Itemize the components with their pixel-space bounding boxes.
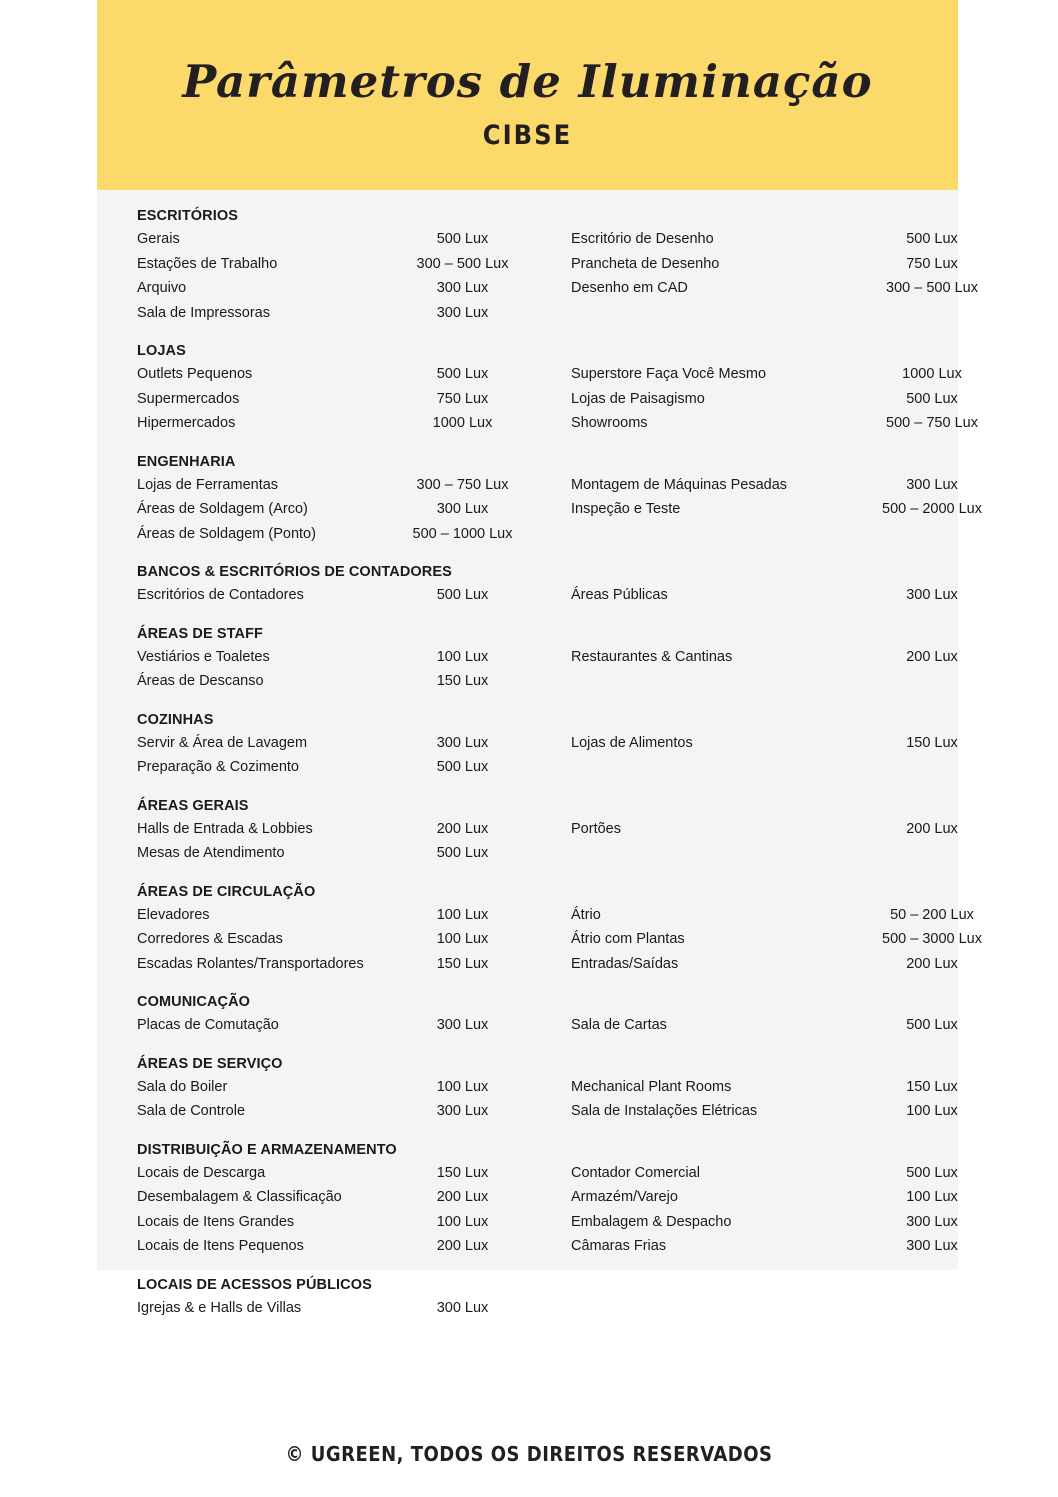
row-column-right (571, 366, 996, 382)
row-value: 150 Lux (436, 955, 489, 972)
row-column-left (137, 1189, 530, 1205)
row-label: Átrio com Plantas (571, 931, 685, 947)
table-row (137, 390, 958, 416)
row-column-left (137, 735, 530, 751)
row-column-right (571, 1017, 996, 1033)
section-title: LOCAIS DE ACESSOS PÚBLICOS (137, 1276, 372, 1293)
row-column-left (137, 845, 530, 861)
row-value: 100 Lux (436, 1078, 489, 1095)
section-title: LOJAS (137, 343, 186, 359)
row-column-right (571, 501, 996, 517)
row-value: 500 Lux (436, 759, 489, 775)
table-section (137, 1055, 958, 1128)
row-label: Áreas de Soldagem (Ponto) (137, 525, 316, 542)
row-label: Placas de Comutação (137, 1017, 279, 1033)
row-value: 300 Lux (436, 1299, 489, 1316)
row-column-left (137, 501, 530, 517)
row-value: 50 – 200 Lux (890, 906, 974, 923)
row-label: Escritório de Desenho (571, 231, 714, 247)
row-value: 300 Lux (436, 1103, 489, 1119)
row-value: 750 Lux (906, 255, 958, 272)
row-label: Hipermercados (137, 415, 236, 431)
row-label: Átrio (571, 906, 601, 923)
row-label: Igrejas & e Halls de Villas (137, 1299, 302, 1316)
row-value: 300 Lux (436, 501, 489, 517)
row-label: Lojas de Ferramentas (137, 476, 279, 493)
row-value: 500 Lux (906, 1017, 958, 1033)
row-value: 300 Lux (906, 1238, 958, 1254)
row-label: Entradas/Saídas (571, 955, 679, 972)
row-value: 300 Lux (906, 1213, 958, 1230)
table-row (137, 845, 918, 870)
row-column-right (571, 1214, 996, 1230)
row-value: 100 Lux (436, 931, 489, 947)
row-column-left (137, 391, 530, 407)
section-rows (137, 476, 982, 551)
row-column-left (137, 1214, 530, 1230)
table-section (137, 625, 958, 698)
table-row (137, 648, 958, 674)
section-rows (137, 366, 978, 440)
row-label: Restaurantes & Cantinas (571, 648, 733, 665)
row-column-left (137, 956, 530, 972)
row-column-right (571, 1103, 996, 1119)
table-section (137, 1141, 958, 1263)
parameters-table (97, 190, 982, 1316)
row-column-right (571, 256, 996, 272)
row-label: Locais de Descarga (137, 1164, 266, 1181)
row-value: 300 Lux (436, 734, 489, 751)
row-value: 1000 Lux (902, 366, 962, 382)
section-title: DISTRIBUIÇÃO E ARMAZENAMENTO (137, 1141, 397, 1158)
row-value: 500 – 750 Lux (886, 415, 978, 431)
row-label: Outlets Pequenos (137, 366, 253, 382)
row-label: Contador Comercial (571, 1164, 700, 1181)
row-label: Áreas de Soldagem (Arco) (137, 501, 308, 517)
row-column-right (571, 649, 996, 665)
row-column-left (137, 415, 530, 431)
row-label: Sala de Cartas (571, 1017, 667, 1033)
row-value: 200 Lux (906, 955, 958, 972)
section-rows (137, 734, 958, 784)
row-label: Portões (571, 820, 621, 837)
row-value: 200 Lux (436, 820, 489, 837)
row-value: 200 Lux (906, 820, 958, 837)
row-label: Lojas de Paisagismo (571, 390, 705, 407)
row-label: Preparação & Cozimento (137, 759, 299, 775)
row-label: Elevadores (137, 906, 210, 923)
row-label: Inspeção e Teste (571, 501, 681, 517)
row-column-left (137, 305, 530, 321)
row-label: Embalagem & Despacho (571, 1213, 732, 1230)
row-column-right (571, 391, 996, 407)
section-title: COMUNICAÇÃO (137, 994, 251, 1010)
table-row (137, 1238, 958, 1263)
table-section (137, 564, 958, 612)
row-label: Superstore Faça Você Mesmo (571, 366, 767, 382)
section-title: ÁREAS GERAIS (137, 797, 249, 814)
row-value: 500 Lux (906, 231, 958, 247)
row-value: 500 – 3000 Lux (882, 931, 982, 947)
row-column-right (571, 1079, 996, 1095)
row-label: Vestiários e Toaletes (137, 648, 270, 665)
row-column-right (571, 735, 996, 751)
row-value: 500 Lux (436, 231, 489, 247)
row-value: 100 Lux (436, 648, 489, 665)
row-column-right (571, 587, 996, 603)
row-value: 300 Lux (906, 476, 958, 493)
table-section (137, 1277, 918, 1325)
row-column-left (137, 649, 530, 665)
row-column-left (137, 256, 530, 272)
row-label: Sala do Boiler (137, 1078, 228, 1095)
row-column-right (571, 1165, 996, 1181)
table-row (137, 366, 962, 391)
row-value: 150 Lux (436, 1164, 489, 1181)
row-value: 300 Lux (436, 280, 489, 296)
row-value: 300 – 750 Lux (416, 476, 509, 493)
row-column-right (571, 956, 996, 972)
row-column-left (137, 1103, 530, 1119)
row-column-left (137, 1017, 530, 1033)
row-value: 500 Lux (906, 390, 958, 407)
section-rows (137, 906, 982, 981)
section-rows (137, 587, 958, 612)
row-column-left (137, 477, 530, 493)
section-rows (137, 1017, 958, 1042)
table-row (137, 231, 958, 256)
row-value: 500 – 2000 Lux (882, 501, 982, 517)
row-value: 100 Lux (436, 1213, 489, 1230)
table-row (137, 906, 974, 932)
row-value: 150 Lux (906, 1078, 958, 1095)
section-title: ENGENHARIA (137, 453, 236, 470)
row-value: 500 Lux (906, 1164, 958, 1181)
table-row (137, 1164, 958, 1190)
row-column-left (137, 526, 530, 542)
row-column-left (137, 1079, 530, 1095)
table-section (137, 994, 958, 1042)
row-column-right (571, 280, 996, 296)
table-row (137, 673, 918, 698)
row-value: 300 Lux (436, 304, 489, 321)
table-section (137, 883, 982, 981)
row-label: Lojas de Alimentos (571, 734, 693, 751)
row-value: 300 – 500 Lux (416, 255, 509, 272)
row-value: 1000 Lux (432, 415, 493, 431)
row-label: Gerais (137, 231, 180, 247)
section-title: ESCRITÓRIOS (137, 208, 238, 224)
table-row (137, 734, 958, 760)
table-row (137, 1213, 958, 1239)
row-value: 200 Lux (906, 648, 958, 665)
page-title: Parâmetros de Iluminação (182, 54, 873, 108)
row-column-left (137, 231, 530, 247)
row-label: Estações de Trabalho (137, 255, 278, 272)
row-label: Desembalagem & Classificação (137, 1189, 342, 1205)
row-label: Showrooms (571, 415, 648, 431)
copyright-text: © UGREEN, TODOS OS DIREITOS RESERVADOS (285, 1442, 773, 1466)
table-section (137, 711, 958, 784)
row-label: Mesas de Atendimento (137, 845, 285, 861)
row-column-left (137, 759, 530, 775)
table-row (137, 1300, 918, 1325)
row-column-right (571, 477, 996, 493)
row-column-left (137, 280, 530, 296)
row-label: Sala de Controle (137, 1103, 246, 1119)
row-label: Locais de Itens Grandes (137, 1213, 295, 1230)
row-label: Montagem de Máquinas Pesadas (571, 476, 788, 493)
row-value: 100 Lux (906, 1189, 958, 1205)
row-column-left (137, 1300, 530, 1316)
row-value: 200 Lux (436, 1238, 489, 1254)
row-label: Corredores & Escadas (137, 931, 283, 947)
row-column-left (137, 1165, 530, 1181)
table-row (137, 255, 958, 281)
row-label: Desenho em CAD (571, 280, 688, 296)
row-value: 300 Lux (906, 587, 958, 603)
section-title: BANCOS & ESCRITÓRIOS DE CONTADORES (137, 564, 452, 580)
section-rows (137, 1300, 918, 1325)
row-value: 200 Lux (436, 1189, 489, 1205)
row-label: Escadas Rolantes/Transportadores (137, 955, 364, 972)
table-row (137, 1103, 958, 1128)
section-rows (137, 648, 958, 698)
row-label: Servir & Área de Lavagem (137, 734, 308, 751)
row-label: Armazém/Varejo (571, 1189, 678, 1205)
row-column-right (571, 931, 996, 947)
table-row (137, 526, 918, 551)
row-column-left (137, 907, 530, 923)
table-section (137, 797, 958, 870)
row-value: 100 Lux (436, 906, 489, 923)
row-column-left (137, 587, 530, 603)
section-title: ÁREAS DE SERVIÇO (137, 1055, 283, 1072)
section-title: ÁREAS DE STAFF (137, 625, 263, 642)
row-label: Áreas Públicas (571, 587, 668, 603)
row-column-left (137, 931, 530, 947)
row-label: Prancheta de Desenho (571, 255, 720, 272)
table-section (137, 208, 978, 329)
row-value: 500 Lux (436, 845, 489, 861)
row-label: Halls de Entrada & Lobbies (137, 820, 313, 837)
row-label: Mechanical Plant Rooms (571, 1078, 732, 1095)
section-rows (137, 820, 958, 870)
row-column-right (571, 821, 996, 837)
section-rows (137, 1164, 958, 1263)
row-label: Locais de Itens Pequenos (137, 1238, 304, 1254)
section-rows (137, 1078, 958, 1128)
document-header (97, 0, 958, 190)
row-label: Escritórios de Contadores (137, 587, 304, 603)
row-label: Sala de Instalações Elétricas (571, 1103, 758, 1119)
table-row (137, 1017, 958, 1042)
row-value: 300 – 500 Lux (886, 280, 978, 296)
row-column-left (137, 821, 530, 837)
row-column-right (571, 231, 996, 247)
table-row (137, 476, 958, 502)
table-row (137, 587, 958, 612)
row-label: Áreas de Descanso (137, 673, 264, 689)
row-value: 500 – 1000 Lux (412, 525, 513, 542)
table-row (137, 280, 978, 305)
row-column-right (571, 907, 996, 923)
row-value: 750 Lux (436, 390, 489, 407)
row-value: 500 Lux (436, 366, 489, 382)
table-row (137, 759, 918, 784)
table-section (137, 343, 978, 440)
row-column-left (137, 1238, 530, 1254)
table-section (137, 453, 982, 551)
row-value: 300 Lux (436, 1017, 489, 1033)
table-row (137, 305, 918, 330)
table-row (137, 931, 982, 956)
row-value: 100 Lux (906, 1103, 958, 1119)
row-column-right (571, 415, 996, 431)
row-column-right (571, 1238, 996, 1254)
table-row (137, 501, 982, 526)
row-column-right (571, 1189, 996, 1205)
row-label: Supermercados (137, 390, 240, 407)
table-row (137, 955, 958, 981)
section-title: ÁREAS DE CIRCULAÇÃO (137, 883, 316, 900)
row-column-left (137, 673, 530, 689)
row-value: 500 Lux (436, 587, 489, 603)
page-subtitle: CIBSE (482, 120, 573, 152)
section-title: COZINHAS (137, 711, 214, 728)
table-row (137, 1078, 958, 1104)
row-value: 150 Lux (906, 734, 958, 751)
table-row (137, 820, 958, 846)
row-label: Sala de Impressoras (137, 304, 270, 321)
row-column-left (137, 366, 530, 382)
row-label: Câmaras Frias (571, 1238, 667, 1254)
document-footer (0, 1442, 1058, 1466)
row-value: 150 Lux (436, 673, 489, 689)
table-row (137, 415, 978, 440)
table-row (137, 1189, 958, 1214)
section-rows (137, 231, 978, 329)
row-label: Arquivo (137, 280, 187, 296)
